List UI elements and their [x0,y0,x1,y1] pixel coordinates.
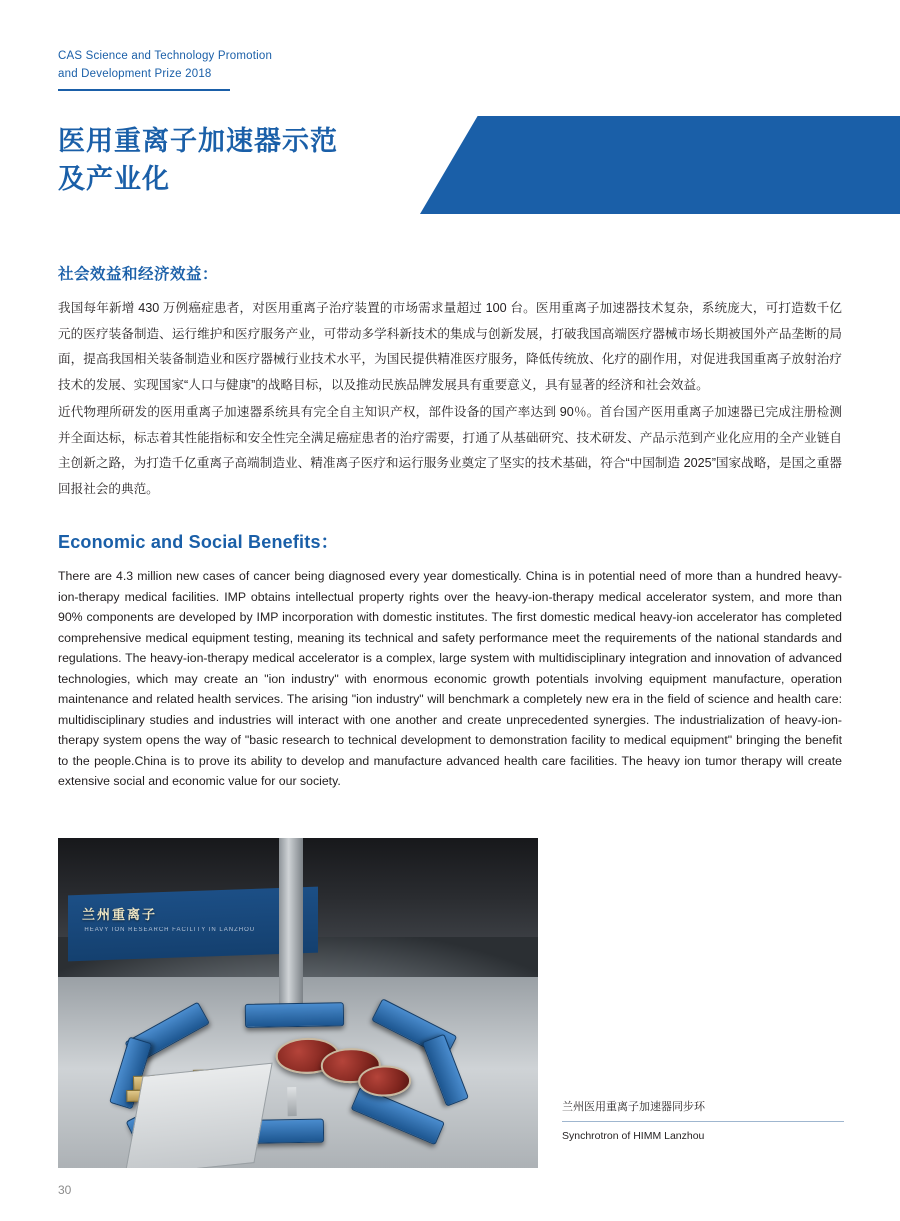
photo-banner-text: 兰州重离子 [82,907,158,922]
photo-magnet [350,1086,444,1145]
banner-blue-shape [420,116,900,214]
page-title-line-1: 医用重离子加速器示范 [58,126,338,156]
photo-center-post [287,1087,297,1116]
photo-magnet [244,1002,344,1027]
page-title-line-2: 及产业化 [58,164,170,194]
figure-caption-english: Synchrotron of HIMM Lanzhou [562,1130,705,1142]
figure-caption [562,1098,844,1144]
chinese-paragraph-1: 我国每年新增 430 万例癌症患者，对医用重离子治疗装置的市场需求量超过 100 台。医用重离子加速器技术复杂，系统庞大，可打造数千亿元的医疗装备制造、运行维护和医疗服务产业，可带动多学科新技术的集成与创新发展，打破我国高端医疗器械市场长期被国外产品垄断的局面，提高我国相关装备制造业和医疗器械行业技术水平，为国民提供精准医疗服务，降低传统放、化疗的副作用，对促进我国重离子放射治疗技术的发展、实现国家“人口与健康”的战略目标，以及推动民族品牌发展具有重要意义，具有显著的经济和社会效益。 [58,301,842,392]
figure-caption-rule [562,1121,844,1122]
running-head [58,47,398,91]
figure-caption-chinese: 兰州医用重离子加速器同步环 [562,1101,705,1113]
photo-pillar [279,838,303,1010]
chinese-paragraph-2: 近代物理所研发的医用重离子加速器系统具有完全自主知识产权，部件设备的国产率达到 90％。首台国产医用重离子加速器已完成注册检测并全面达标，标志着其性能指标和安全性完全满足癌症患者的治疗需要，打通了从基础研究、技术研发、产品示范到产业化应用的全产业链自主创新之路，为打造千亿重离子高端制造业、精准离子医疗和运行服务业奠定了坚实的技术基础，符合“中国制造 2025”国家战略，是国之重器回报社会的典范。 [58,405,842,496]
photo-magnet [421,1034,468,1107]
article-body [58,262,842,792]
english-paragraph: There are 4.3 million new cases of cancer being diagnosed every year domestically. China is in potential need of more than a hundred heavy-ion-therapy medical facilities. IMP obtains intellectual property rights over the heavy-ion-therapy medical accelerator system, and more than 90% components are developed by IMP incorporation with domestic institutes. The first domestic medical heavy-ion accelerator has completed comprehensive medical equipment testing, meaning its technical and safety performance meet the requirements of the national standards and regulations. The heavy-ion-therapy medical accelerator is a complex, large system with multidisciplinary integration and innovation of advanced technologies, which may create an "ion industry" with enormous economic growth potentials involving equipment manufacture, operation maintenance and related health services. The arising "ion industry" will benchmark a completely new era in the field of science and health care: multidisciplinary studies and industries will interact with one another and create unprecedented synergies. The industrialization of heavy-ion-therapy system opens the way of "basic research to technical development to demonstration facility to medical equipment" bringing the benefit to the people.China is to prove its ability to develop and manufacture advanced health care facilities. The heavy ion tumor therapy will create extensive social and economic value for our society. [58,569,842,788]
section-heading-english: Economic and Social Benefits： [58,532,339,552]
section-heading-chinese: 社会效益和经济效益： [58,266,219,283]
photo-walkway [124,1063,272,1168]
running-head-rule [58,89,230,91]
running-head-line-2: and Development Prize 2018 [58,68,212,80]
page-title [58,122,458,198]
photo-scene [58,838,538,1168]
photo-cable-spool [358,1065,411,1097]
photo-banner-subtext: HEAVY ION RESEARCH FACILITY IN LANZHOU [84,927,256,934]
page-number: 30 [58,1183,72,1197]
figure-image [58,838,538,1168]
running-head-line-1: CAS Science and Technology Promotion [58,50,273,62]
